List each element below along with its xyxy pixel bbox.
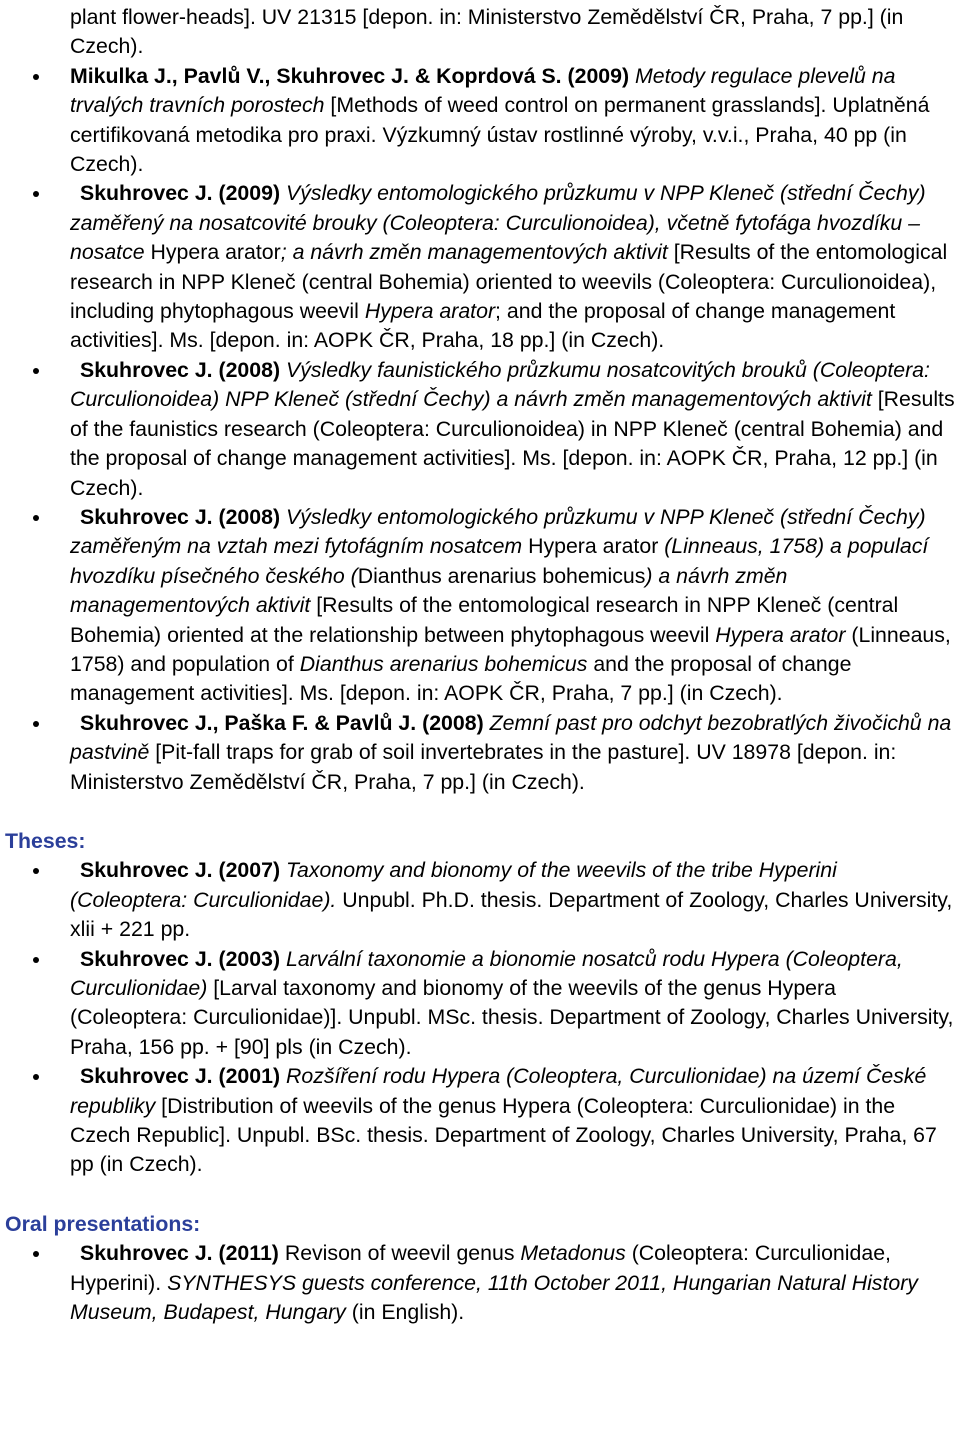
theses-list: [0, 856, 960, 1179]
list-item: [0, 709, 960, 797]
details: Revison of weevil genus: [284, 1241, 515, 1266]
authors: Skuhrovec J. (2008): [80, 504, 281, 529]
reference-list: [0, 62, 960, 797]
species-name: Dianthus arenarius bohemicus: [299, 651, 588, 676]
details-cont: (Linneaus, 1758) and population of: [70, 622, 951, 676]
authors: Mikulka J., Pavlů V., Skuhrovec J. & Koprdová S. (2009): [70, 63, 630, 88]
details: [Larval taxonomy and bionomy of the weevils of the genus Hypera (Coleoptera: Curculionidae)]. Unpubl. MSc. thesis. Department of Zoology, Charles University, Praha, 156 pp. + [90] pls (in Czech).: [70, 976, 954, 1059]
list-item: [0, 503, 960, 709]
title: Metody regulace plevelů na trvalých travních porostech: [70, 63, 896, 118]
details: [Results of the entomological research in NPP Kleneč (central Bohemia) oriented to weevils (Coleoptera: Curculionoidea), including phytophagous weevil: [70, 240, 948, 324]
bullet-icon: [33, 74, 39, 80]
details: [Distribution of weevils of the genus Hypera (Coleoptera: Curculionidae) in the Czech Republic]. Unpubl. BSc. thesis. Department of Zoology, Charles University, Praha, 67 pp (in Czech).: [70, 1093, 937, 1177]
oral-presentations-list: [0, 1239, 960, 1327]
title: Výsledky entomologického průzkumu v NPP Kleneč (střední Čechy) zaměřený na nosatcovité brouky (Coleoptera: Curculionoidea), včetně fytofága hvozdíku – nosatce: [70, 181, 926, 265]
authors: Skuhrovec J. (2009): [80, 181, 281, 206]
list-item: [0, 179, 960, 355]
species-name: Hypera arator: [150, 240, 281, 265]
bullet-icon: [33, 191, 39, 197]
details-cont: ; and the proposal of change management activities]. Ms. [depon. in: AOPK ČR, Praha, 18 pp.] (in Czech).: [70, 299, 896, 353]
bullet-icon: [33, 368, 39, 374]
list-item: [0, 1062, 960, 1180]
title: Výsledky faunistického průzkumu nosatcovitých brouků (Coleoptera: Curculionoidea) NPP Kleneč (střední Čechy) a návrh změn managementových aktivit: [70, 357, 930, 412]
title: Taxonomy and bionomy of the weevils of the tribe Hyperini (Coleoptera: Curculionidae).: [70, 858, 837, 912]
details-cont: (Coleoptera: Curculionidae, Hyperini).: [70, 1241, 891, 1295]
bullet-icon: [33, 1074, 39, 1080]
details-cont: and the proposal of change management activities]. Ms. [depon. in: AOPK ČR, Praha, 7 pp.] (in Czech).: [70, 651, 852, 706]
list-item: [0, 62, 960, 180]
title: Zemní past pro odchyt bezobratlých živočichů na pastvině: [70, 710, 952, 765]
authors: Skuhrovec J. (2003): [80, 946, 281, 971]
section-heading-oral-presentations: Oral presentations:: [5, 1211, 201, 1236]
language: (in English).: [351, 1300, 465, 1325]
list-item: [0, 1239, 960, 1327]
bullet-icon: [33, 957, 39, 963]
bullet-icon: [33, 1251, 39, 1257]
bullet-icon: [33, 515, 39, 521]
species-name: Hypera arator: [364, 299, 496, 324]
details: Unpubl. Ph.D. thesis. Department of Zoology, Charles University, xlii + 221 pp.: [70, 887, 953, 942]
bullet-icon: [33, 721, 39, 727]
conference: SYNTHESYS guests conference, 11th October 2011, Hungarian Natural History Museum, Budapest, Hungary: [70, 1270, 918, 1325]
section-heading-theses: Theses:: [5, 828, 86, 853]
title-cont: ) a návrh změn managementových aktivit: [70, 563, 788, 618]
species-name: Hypera arator: [715, 622, 846, 647]
title: Rozšíření rodu Hypera (Coleoptera, Curculionidae) na území České republiky: [70, 1064, 927, 1118]
authors: Skuhrovec J. (2001): [80, 1064, 281, 1089]
details: [Pit-fall traps for grab of soil invertebrates in the pasture]. UV 18978 [depon. in: Ministerstvo Zemědělství ČR, Praha, 7 pp.] (in Czech).: [70, 740, 897, 794]
details: [Methods of weed control on permanent grasslands]. Uplatněná certifikovaná metodika pro praxi. Výzkumný ústav rostlinné výroby, v.v.i., Praha, 40 pp (in Czech).: [70, 93, 930, 177]
title: Larvální taxonomie a bionomie nosatců rodu Hypera (Coleoptera, Curculionidae): [70, 946, 903, 1000]
title-cont: ; a návrh změn managementových aktivit: [280, 240, 668, 265]
list-item: [0, 356, 960, 503]
details: [Results of the entomological research in NPP Kleneč (central Bohemia) oriented at the relationship between phytophagous weevil: [70, 593, 899, 647]
list-item: [0, 856, 960, 944]
title-cont: (Linneaus, 1758) a populací hvozdíku písečného českého (: [70, 534, 929, 588]
bullet-icon: [33, 868, 39, 874]
list-item: [0, 945, 960, 1063]
authors: Skuhrovec J. (2011): [80, 1241, 279, 1266]
details: [Results of the faunistics research (Coleoptera: Curculionoidea) in NPP Kleneč (central Bohemia) and the proposal of change management activities]. Ms. [depon. in: AOPK ČR, Praha, 12 pp.] (in Czech).: [70, 387, 955, 500]
species-name: Hypera arator: [528, 534, 659, 559]
genus-name: Metadonus: [520, 1241, 626, 1266]
title: Výsledky entomologického průzkumu v NPP Kleneč (střední Čechy) zaměřeným na vztah mezi fytofágním nosatcem: [70, 504, 926, 559]
authors: Skuhrovec J., Paška F. & Pavlů J. (2008): [80, 710, 484, 735]
reference-continuation: plant flower-heads]. UV 21315 [depon. in: Ministerstvo Zemědělství ČR, Praha, 7 pp.] (in Czech).: [70, 5, 904, 59]
authors: Skuhrovec J. (2007): [80, 858, 281, 883]
species-name: Dianthus arenarius bohemicus: [357, 563, 646, 588]
authors: Skuhrovec J. (2008): [80, 357, 281, 382]
